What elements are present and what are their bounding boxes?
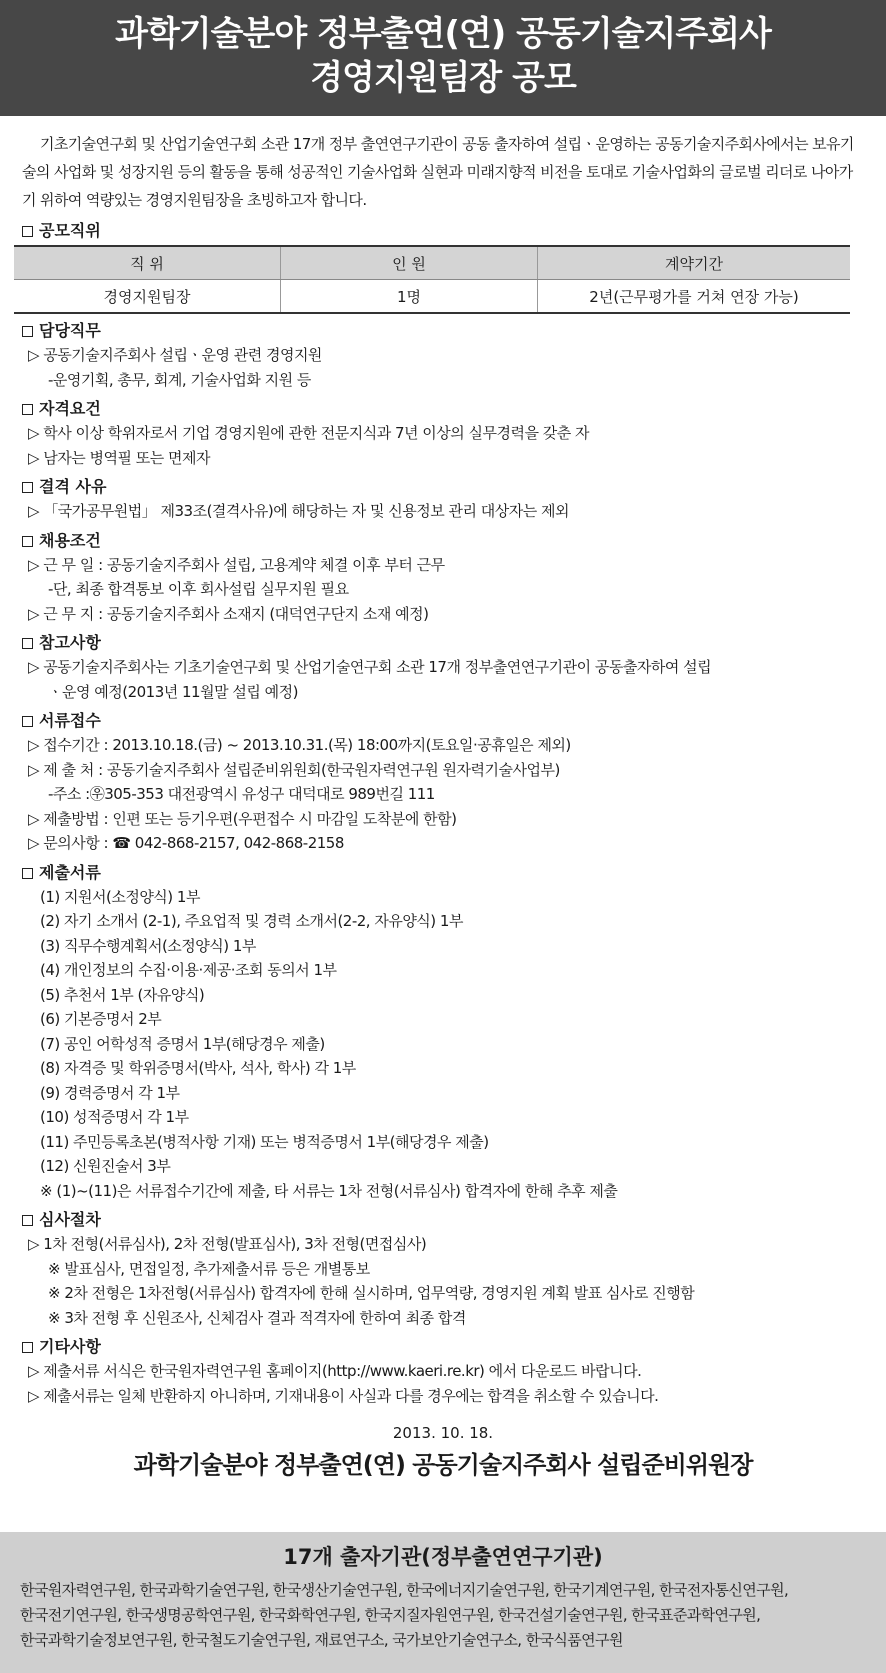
checkbox-square-icon — [22, 868, 33, 879]
list-item: (12) 신원진술서 3부 — [40, 1157, 171, 1175]
list-item: ▷ 제출방법 : 인편 또는 등기우편(우편접수 시 마감일 도착분에 한함) — [28, 809, 457, 828]
checkbox-square-icon — [22, 226, 33, 237]
section-reception — [0, 709, 886, 856]
table-header-contract: 계약기간 — [538, 246, 851, 280]
section-title: 서류접수 — [39, 711, 101, 730]
announcement-header — [0, 0, 886, 116]
section-title: 참고사항 — [39, 633, 101, 652]
list-item: ▷ 공동기술지주회사는 기초기술연구회 및 산업기술연구회 소관 17개 정부출연연구기관이 공동출자하여 설립 — [28, 658, 712, 676]
announcement-date: 2013. 10. 18. — [392, 1424, 494, 1442]
section-position — [0, 219, 886, 243]
list-item: (7) 공인 어학성적 증명서 1부(해당경우 제출) — [40, 1034, 325, 1053]
intro-paragraph: 기초기술연구회 및 산업기술연구회 소관 17개 정부 출연연구기관이 공동 출자하여 설립ㆍ운영하는 공동기술지주회사에서는 보유기술의 사업화 및 성장지원 등의 활동을 통해 성공적인 기술사업화 실현과 미래지향적 비전을 토대로 기술사업화의 글로벌 리더로 나아가기 위하여 역량있는 경영지원팀장을 초빙하고자 합니다. — [22, 135, 854, 209]
section-title: 채용조건 — [39, 530, 101, 550]
list-item: ▷ 근 무 지 : 공동기술지주회사 소재지 (대덕연구단지 소재 예정) — [28, 604, 429, 623]
checkbox-square-icon — [22, 1215, 33, 1226]
section-etc — [0, 1335, 886, 1408]
section-documents — [0, 861, 886, 1204]
checkbox-square-icon — [22, 716, 33, 727]
title-line-2: 경영지원팀장 공모 — [310, 58, 576, 98]
table-header-position: 직 위 — [14, 246, 281, 280]
section-title: 기타사항 — [39, 1337, 101, 1356]
list-item: ▷ 제출서류는 일체 반환하지 아니하며, 기재내용이 사실과 다를 경우에는 합격을 취소할 수 있습니다. — [28, 1386, 659, 1405]
position-table — [14, 245, 850, 314]
note-item: ※ 3차 전형 후 신원조사, 신체검사 결과 적격자에 한하여 최종 합격 — [48, 1308, 466, 1327]
list-item: ▷ 문의사항 : ☎ 042-868-2157, 042-868-2158 — [28, 834, 344, 852]
list-item: ▷ 제출서류 서식은 한국원자력연구원 홈페이지(http://www.kaeri.re.kr) 에서 다운로드 바랍니다. — [28, 1362, 642, 1380]
table-header-count: 인 원 — [281, 246, 538, 280]
section-qualification — [0, 397, 886, 470]
checkbox-square-icon — [22, 482, 33, 493]
section-title: 제출서류 — [39, 862, 101, 882]
list-item: (1) 지원서(소정양식) 1부 — [40, 887, 200, 906]
list-item: ▷ 공동기술지주회사 설립ㆍ운영 관련 경영지원 — [28, 346, 322, 364]
list-item: ▷ 근 무 일 : 공동기술지주회사 설립, 고용계약 체결 이후 부터 근무 — [28, 555, 445, 574]
list-item: ▷ 1차 전형(서류심사), 2차 전형(발표심사), 3차 전형(면접심사) — [28, 1235, 427, 1253]
institution-line: 한국원자력연구원, 한국과학기술연구원, 한국생산기술연구원, 한국에너지기술연구원, 한국기계연구원, 한국전자통신연구원, — [20, 1581, 789, 1599]
list-item: -운영기획, 총무, 회계, 기술사업화 지원 등 — [48, 370, 311, 389]
title-line-1: 과학기술분야 정부출연(연) 공동기술지주회사 — [115, 14, 771, 54]
footer-title: 17개 출자기관(정부출연연구기관) — [283, 1545, 603, 1569]
list-item: ▷ 학사 이상 학위자로서 기업 경영지원에 관한 전문지식과 7년 이상의 실무경력을 갖춘 자 — [28, 424, 589, 442]
checkbox-square-icon — [22, 404, 33, 415]
list-item: (8) 자격증 및 학위증명서(박사, 석사, 학사) 각 1부 — [40, 1059, 356, 1077]
note-item: ※ (1)~(11)은 서류접수기간에 제출, 타 서류는 1차 전형(서류심사) 합격자에 한해 추후 제출 — [40, 1181, 618, 1200]
section-employment — [0, 529, 886, 627]
institution-line: 한국과학기술정보연구원, 한국철도기술연구원, 재료연구소, 국가보안기술연구소, 한국식품연구원 — [20, 1631, 623, 1649]
table-row — [14, 280, 850, 314]
list-item: ㆍ운영 예정(2013년 11월말 설립 예정) — [48, 682, 298, 701]
table-cell-count: 1명 — [281, 280, 538, 314]
list-item: (9) 경력증명서 각 1부 — [40, 1083, 180, 1102]
note-item: ※ 2차 전형은 1차전형(서류심사) 합격자에 한해 실시하며, 업무역량, 경영지원 계획 발표 심사로 진행함 — [48, 1284, 695, 1302]
section-duties — [0, 319, 886, 392]
list-item: (4) 개인정보의 수집·이용·제공·조회 동의서 1부 — [40, 961, 337, 979]
section-screening — [0, 1208, 886, 1330]
list-item: -주소 :㉾305-353 대전광역시 유성구 대덕대로 989번길 111 — [48, 785, 435, 803]
list-item: -단, 최종 합격통보 이후 회사설립 실무지원 필요 — [48, 580, 349, 598]
section-title: 담당직무 — [39, 321, 101, 340]
checkbox-square-icon — [22, 326, 33, 337]
investor-institutions-footer — [0, 1532, 886, 1673]
section-reference — [0, 631, 886, 704]
list-item: (5) 추천서 1부 (자유양식) — [40, 985, 205, 1004]
list-item: (11) 주민등록초본(병적사항 기재) 또는 병적증명서 1부(해당경우 제출) — [40, 1132, 489, 1151]
section-disqualification — [0, 475, 886, 524]
section-title: 심사절차 — [39, 1210, 101, 1229]
list-item: (6) 기본증명서 2부 — [40, 1010, 162, 1028]
list-item: ▷ 제 출 처 : 공동기술지주회사 설립준비위원회(한국원자력연구원 원자력기술사업부) — [28, 760, 560, 779]
list-item: ▷ 남자는 병역필 또는 면제자 — [28, 448, 210, 467]
list-item: ▷ 「국가공무원법」 제33조(결격사유)에 해당하는 자 및 신용정보 관리 대상자는 제외 — [28, 502, 569, 520]
table-cell-position: 경영지원팀장 — [14, 280, 281, 314]
list-item: (3) 직무수행계획서(소정양식) 1부 — [40, 936, 256, 955]
list-item: ▷ 접수기간 : 2013.10.18.(금) ~ 2013.10.31.(목) 18:00까지(토요일·공휴일은 제외) — [28, 736, 571, 754]
checkbox-square-icon — [22, 536, 33, 547]
table-cell-contract: 2년(근무평가를 거쳐 연장 가능) — [538, 280, 851, 314]
checkbox-square-icon — [22, 638, 33, 649]
institution-line: 한국전기연구원, 한국생명공학연구원, 한국화학연구원, 한국지질자원연구원, 한국건설기술연구원, 한국표준과학연구원, — [20, 1606, 761, 1624]
list-item: (2) 자기 소개서 (2-1), 주요업적 및 경력 소개서(2-2, 자유양식) 1부 — [40, 912, 463, 930]
signer-title: 과학기술분야 정부출연(연) 공동기술지주회사 설립준비위원장 — [133, 1451, 753, 1479]
section-title: 공모직위 — [39, 221, 101, 240]
institution-list — [0, 1574, 886, 1653]
list-item: (10) 성적증명서 각 1부 — [40, 1108, 189, 1126]
note-item: ※ 발표심사, 면접일정, 추가제출서류 등은 개별통보 — [48, 1259, 370, 1278]
section-title: 자격요건 — [39, 399, 101, 418]
section-title: 결격 사유 — [39, 477, 107, 496]
checkbox-square-icon — [22, 1342, 33, 1353]
